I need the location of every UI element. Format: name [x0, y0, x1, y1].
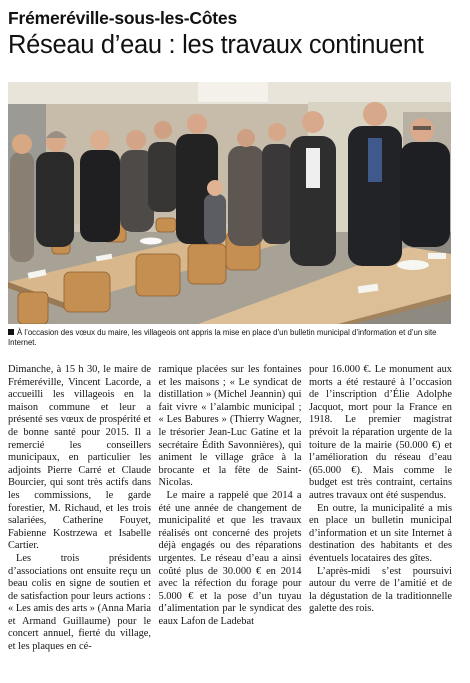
paragraph: Le maire a rappelé que 2014 a été une année de changement de municipalité et que les travaux réalisés ont concerné des projets déjà engagés ou des réparations urgentes. Le réseau d’eau a ainsi coûté plus de 30.000 € en 2014 avec la réfection du forage pour 5.000 € et la pose d’un tuyau d’alimentation par le syndicat des eaux Lafon de Ladebat: [158, 489, 302, 627]
photo-illustration: [8, 82, 451, 324]
column-1: [8, 364, 151, 654]
caption-text: À l’occasion des vœux du maire, les villageois ont appris la mise en place d’un bulletin municipal d’information et d’un site Internet.: [8, 328, 437, 347]
town-kicker: Frémeréville-sous-les-Côtes: [8, 8, 237, 28]
column-2: [159, 364, 302, 654]
column-3: [309, 364, 452, 654]
paragraph: En outre, la municipalité a mis en place un bulletin municipal d’information et un site Internet à destination des habitants et des éventuels locataires des gîtes.: [309, 502, 452, 564]
paragraph: Les trois présidents d’associations ont ensuite reçu un beau colis en signe de soutien et de satisfaction pour leurs actions : « Les amis des arts » (Anna Maria et Armand Guillaume) pour le concert annuel, fierté du village, et les plaques en cé-: [8, 552, 151, 653]
caption-bullet-icon: [8, 329, 14, 335]
paragraph: Dimanche, à 15 h 30, le maire de Frémeréville, Vincent Lacorde, a accueilli les villageois en la maison commune et leur a présenté ses vœux de prospérité et de bonne santé pour 2015. Il a remercié les conseillers municipaux, en particulier les adjoints Pierre Carré et Claude Bourcier, qui sont très actifs dans les commissions, le garde forestier, M. Richaud, et les trois salariées, Catherine Fouyet, Fabienne Kostrzewa et Isabelle Cartier.: [8, 364, 151, 552]
article-photo: [8, 82, 451, 324]
paragraph: L’après-midi s’est poursuivi autour du verre de l’amitié et de la dégustation de la traditionnelle galette des rois.: [309, 565, 452, 615]
paragraph: ramique placées sur les fontaines et les maisons ; « Le syndicat de distillation » (Michel Jeannin) qui fait vivre « l’alambic municipal ; « Les Babures » (Thierry Wagner, le trésorier Jean-Luc Gatine et la secrétaire Édith Savonnières), qui animent le village grâce à la brocante et la fête de Saint-Nicolas.: [158, 364, 302, 489]
photo-caption: [8, 328, 451, 348]
headline: Réseau d’eau : les travaux continuent: [8, 31, 424, 59]
article-body: [8, 364, 452, 654]
paragraph: pour 16.000 €. Le monument aux morts a été restauré à l’occasion de l’inscription d’Élie Adolphe Jacquot, mort pour la France en 1918. Le premier magistrat prévoit la réparation urgente de la toiture de la mairie (50.000 €) et l’amélioration du réseau d’eau (65.000 €). Mais comme le budget est très contraint, certains autres travaux ont été suspendus.: [309, 364, 452, 501]
